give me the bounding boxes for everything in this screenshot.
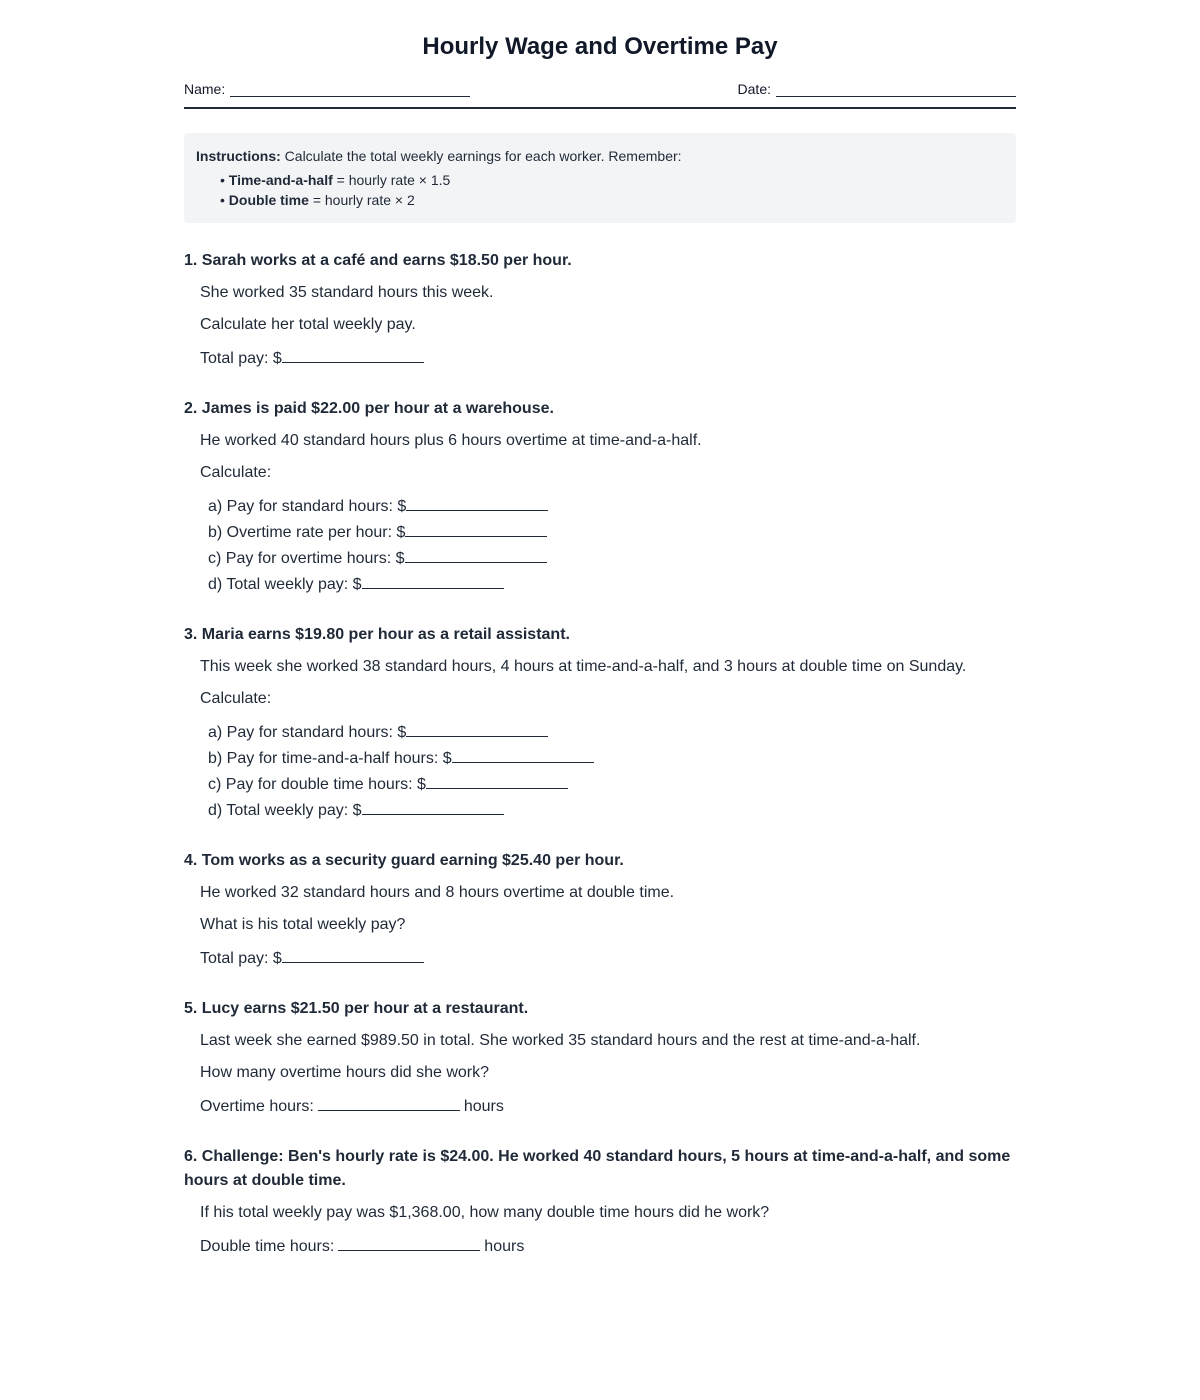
answer-label: Total pay: $ (200, 950, 282, 967)
answer-blank[interactable] (362, 571, 504, 589)
answer-blank[interactable] (405, 519, 547, 537)
question-body (184, 1201, 1016, 1259)
name-field (184, 81, 470, 97)
bullet-term: Time-and-a-half (228, 172, 333, 188)
answer-label: Double time hours: (200, 1238, 335, 1255)
part-label: c) Pay for overtime hours: $ (208, 550, 405, 567)
question-heading: 1. Sarah works at a café and earns $18.50 per hour. (184, 252, 572, 269)
answer-blank[interactable] (426, 771, 568, 789)
answer-blank[interactable] (406, 493, 548, 511)
part-label: c) Pay for double time hours: $ (208, 776, 426, 793)
question-line: Last week she earned $989.50 in total. She worked 35 standard hours and the rest at time-and-a-half. (200, 1032, 921, 1049)
part-c (208, 771, 1016, 797)
question-body (184, 281, 1016, 371)
bullet-time-and-a-half (220, 170, 1004, 190)
question-line: What is his total weekly pay? (200, 916, 406, 933)
header-row (184, 81, 1016, 109)
question-heading: 6. Challenge: Ben's hourly rate is $24.00. He worked 40 standard hours, 5 hours at time-and-a-half, and some hours at double time. (184, 1148, 1011, 1189)
part-d (208, 571, 1016, 597)
worksheet-page (184, 0, 1016, 1259)
answer-blank[interactable] (452, 745, 594, 763)
answer-suffix: hours (463, 1098, 504, 1115)
question-heading: 3. Maria earns $19.80 per hour as a retail assistant. (184, 626, 570, 643)
instructions-label: Instructions: (196, 148, 281, 164)
answer-label: Total pay: $ (200, 350, 282, 367)
question-line: He worked 40 standard hours plus 6 hours overtime at time-and-a-half. (200, 432, 702, 449)
question-heading: 4. Tom works as a security guard earning $25.40 per hour. (184, 852, 624, 869)
question-line: Calculate: (200, 464, 272, 481)
date-label: Date: (737, 81, 771, 97)
bullet-term: Double time (228, 192, 309, 208)
question-body (184, 655, 1016, 823)
bullet-glyph: • (220, 172, 225, 188)
question-4 (184, 849, 1016, 971)
question-5 (184, 997, 1016, 1119)
part-label: a) Pay for standard hours: $ (208, 498, 407, 515)
question-line: Calculate her total weekly pay. (200, 316, 416, 333)
question-parts (200, 493, 1016, 597)
bullet-rule: = hourly rate × 1.5 (336, 172, 451, 188)
question-line: If his total weekly pay was $1,368.00, how many double time hours did he work? (200, 1204, 770, 1221)
question-2 (184, 397, 1016, 597)
part-b (208, 745, 1016, 771)
answer-row (200, 345, 1016, 371)
instructions-bullets (196, 170, 1004, 210)
answer-blank[interactable] (362, 797, 504, 815)
instructions-box (184, 133, 1016, 223)
answer-suffix: hours (484, 1238, 525, 1255)
part-label: d) Total weekly pay: $ (208, 802, 362, 819)
page-title: Hourly Wage and Overtime Pay (422, 33, 778, 60)
question-line: She worked 35 standard hours this week. (200, 284, 494, 301)
answer-blank[interactable] (282, 345, 424, 363)
answer-blank[interactable] (406, 719, 548, 737)
question-1 (184, 249, 1016, 371)
question-line: This week she worked 38 standard hours, 4 hours at time-and-a-half, and 3 hours at double time on Sunday. (200, 658, 967, 675)
part-label: b) Pay for time-and-a-half hours: $ (208, 750, 452, 767)
part-label: b) Overtime rate per hour: $ (208, 524, 406, 541)
part-a (208, 493, 1016, 519)
bullet-rule: = hourly rate × 2 (312, 192, 415, 208)
part-d (208, 797, 1016, 823)
question-parts (200, 719, 1016, 823)
answer-row (200, 945, 1016, 971)
answer-blank[interactable] (338, 1233, 480, 1251)
name-label: Name: (184, 81, 226, 97)
question-line: How many overtime hours did she work? (200, 1064, 490, 1081)
answer-blank[interactable] (405, 545, 547, 563)
name-input-line[interactable] (230, 82, 470, 97)
question-heading: 2. James is paid $22.00 per hour at a warehouse. (184, 400, 554, 417)
instructions-body: Calculate the total weekly earnings for each worker. Remember: (284, 148, 682, 164)
answer-row (200, 1093, 1016, 1119)
part-a (208, 719, 1016, 745)
answer-row (200, 1233, 1016, 1259)
part-label: a) Pay for standard hours: $ (208, 724, 407, 741)
question-line: Calculate: (200, 690, 272, 707)
date-field (738, 81, 1016, 97)
date-input-line[interactable] (776, 82, 1016, 97)
bullet-glyph: • (220, 192, 225, 208)
part-label: d) Total weekly pay: $ (208, 576, 362, 593)
answer-blank[interactable] (282, 945, 424, 963)
question-body (184, 429, 1016, 597)
answer-label: Overtime hours: (200, 1098, 314, 1115)
part-b (208, 519, 1016, 545)
instructions-text (196, 146, 1004, 166)
answer-blank[interactable] (318, 1093, 460, 1111)
part-c (208, 545, 1016, 571)
question-body (184, 881, 1016, 971)
bullet-double-time (220, 190, 1004, 210)
question-line: He worked 32 standard hours and 8 hours overtime at double time. (200, 884, 675, 901)
question-3 (184, 623, 1016, 823)
question-heading: 5. Lucy earns $21.50 per hour at a restaurant. (184, 1000, 529, 1017)
question-6 (184, 1145, 1016, 1259)
question-body (184, 1029, 1016, 1119)
